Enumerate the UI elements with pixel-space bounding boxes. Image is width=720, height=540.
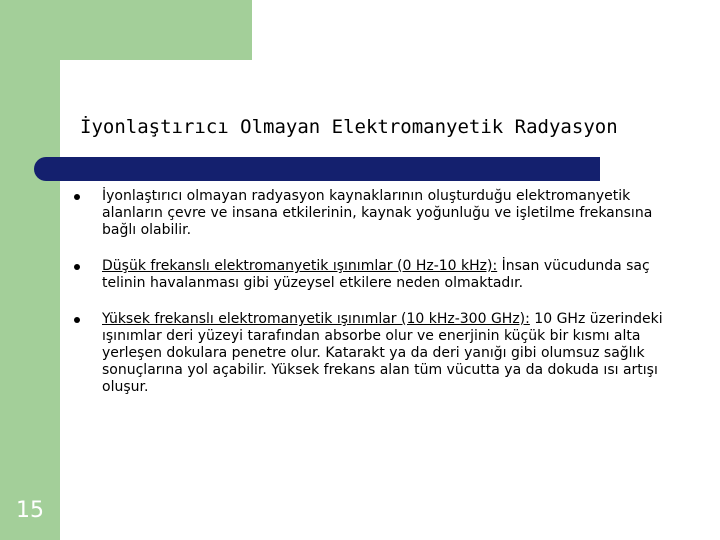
bullet-text: İnsan vücudunda saç telinin havalanması gibi yüzeysel etkilere neden olmaktadır.: [102, 258, 650, 291]
bullet-heading: Yüksek frekanslı elektromanyetik ışınımlar (10 kHz-300 GHz):: [102, 311, 530, 327]
bullet-list: [74, 188, 664, 415]
bullet-text: İyonlaştırıcı olmayan radyasyon kaynaklarının oluşturduğu elektromanyetik alanların çevre ve insana etkilerinin, kaynak yoğunluğu ve işletilme frekansına bağlı olabilir.: [102, 188, 653, 238]
bullet-item-3: [74, 311, 664, 396]
slide-title: İyonlaştırıcı Olmayan Elektromanyetik Radyasyon: [80, 116, 618, 138]
page-number: 15: [16, 498, 44, 523]
bullet-item-1: [74, 188, 664, 239]
bullet-dot-icon: [74, 264, 80, 270]
bullet-heading: Düşük frekanslı elektromanyetik ışınımlar (0 Hz-10 kHz):: [102, 258, 498, 274]
accent-corner: [60, 60, 100, 100]
bullet-dot-icon: [74, 317, 80, 323]
title-underline-bar: [34, 157, 600, 181]
left-accent-bar: [0, 0, 60, 540]
bullet-text: 10 GHz üzerindeki ışınımlar deri yüzeyi tarafından absorbe olur ve enerjinin küçük bir kısmı alta yerleşen dokulara penetre olur. Katarakt ya da deri yanığı gibi olumsuz sağlık sonuçlarına yol açabilir. Yüksek frekans alan tüm vücutta ya da dokuda ısı artışı oluşur.: [102, 311, 663, 395]
top-accent-bar: [0, 0, 252, 60]
bullet-item-2: [74, 258, 664, 292]
bullet-dot-icon: [74, 194, 80, 200]
